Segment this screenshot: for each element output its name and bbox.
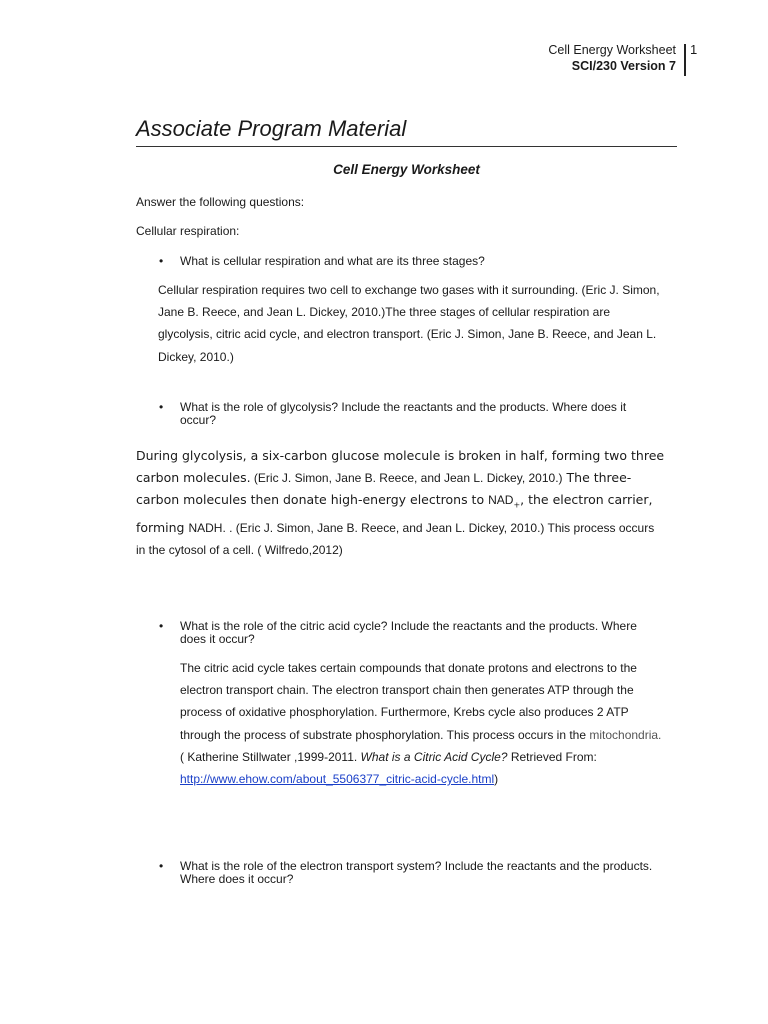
header-divider bbox=[684, 44, 686, 76]
answer-2-line: carbon molecules. (Eric J. Simon, Jane B. Reece, and Jean L. Dickey, 2010.) The three- bbox=[136, 470, 632, 486]
answer-1-line: glycolysis, citric acid cycle, and electron transport. (Eric J. Simon, Jane B. Reece, and Jean L. bbox=[158, 327, 657, 342]
answer-3-line: The citric acid cycle takes certain compounds that donate protons and electrons to the bbox=[180, 661, 637, 675]
header-course: SCI/230 Version 7 bbox=[571, 59, 676, 73]
question-3-line: What is the role of the citric acid cycle? Include the reactants and the products. Where bbox=[180, 619, 637, 633]
intro-text: Answer the following questions: bbox=[136, 195, 305, 209]
question-3 bbox=[159, 619, 637, 646]
page-number: 1 bbox=[690, 42, 698, 57]
question-1 bbox=[159, 254, 485, 268]
question-2 bbox=[159, 400, 627, 427]
answer-2 bbox=[136, 445, 664, 562]
answer-3-line: ( Katherine Stillwater ,1999-2011. What is a Citric Acid Cycle? Retrieved From: bbox=[180, 749, 597, 764]
bullet-icon: • bbox=[159, 859, 164, 873]
question-1-text: What is cellular respiration and what are its three stages? bbox=[180, 254, 485, 268]
answer-3 bbox=[180, 657, 661, 790]
question-2-line: occur? bbox=[180, 413, 217, 427]
answer-2-line: During glycolysis, a six-carbon glucose molecule is broken in half, forming two three bbox=[136, 448, 665, 463]
bullet-icon: • bbox=[159, 619, 164, 633]
answer-1-line: Jane B. Reece, and Jean L. Dickey, 2010.)The three stages of cellular respiration are bbox=[158, 305, 611, 320]
answer-1-line: Dickey, 2010.) bbox=[158, 349, 234, 364]
answer-2-line: carbon molecules then donate high-energy electrons to $NAD_+$, the electron carrier, bbox=[136, 492, 653, 510]
page-header bbox=[548, 42, 686, 74]
question-4 bbox=[159, 859, 653, 886]
worksheet-title: Cell Energy Worksheet bbox=[333, 162, 480, 177]
answer-3-line: electron transport chain. The electron transport chain then generates ATP through the bbox=[180, 683, 634, 698]
header-doc-title: Cell Energy Worksheet bbox=[548, 43, 676, 57]
section-label: Cellular respiration: bbox=[136, 224, 240, 238]
answer-3-line: http://www.ehow.com/about_5506377_citric-acid-cycle.html) bbox=[180, 772, 499, 787]
answer-2-line: in the cytosol of a cell. ( Wilfredo,2012) bbox=[136, 543, 343, 558]
answer-3-line: through the process of substrate phosphorylation. This process occurs in the mitochondria. bbox=[180, 727, 662, 742]
citation-link[interactable]: http://www.ehow.com/about_5506377_citric-acid-cycle.html bbox=[180, 772, 495, 787]
page-title: Associate Program Material bbox=[136, 114, 677, 147]
answer-1-line: Cellular respiration requires two cell to exchange two gases with it surrounding. (Eric J. Simon, bbox=[158, 283, 660, 297]
question-3-line: does it occur? bbox=[180, 632, 255, 646]
question-4-line: What is the role of the electron transport system? Include the reactants and the products. bbox=[180, 859, 653, 873]
answer-2-line: forming NADH. . (Eric J. Simon, Jane B. Reece, and Jean L. Dickey, 2010.) This process occurs bbox=[136, 520, 655, 536]
question-4-line: Where does it occur? bbox=[180, 872, 294, 886]
bullet-icon: • bbox=[159, 400, 164, 414]
bullet-icon: • bbox=[159, 254, 164, 268]
answer-1 bbox=[158, 279, 660, 368]
answer-3-line: process of oxidative phosphorylation. Furthermore, Krebs cycle also produces 2 ATP bbox=[180, 705, 629, 720]
question-2-line: What is the role of glycolysis? Include the reactants and the products. Where does it bbox=[180, 400, 627, 414]
